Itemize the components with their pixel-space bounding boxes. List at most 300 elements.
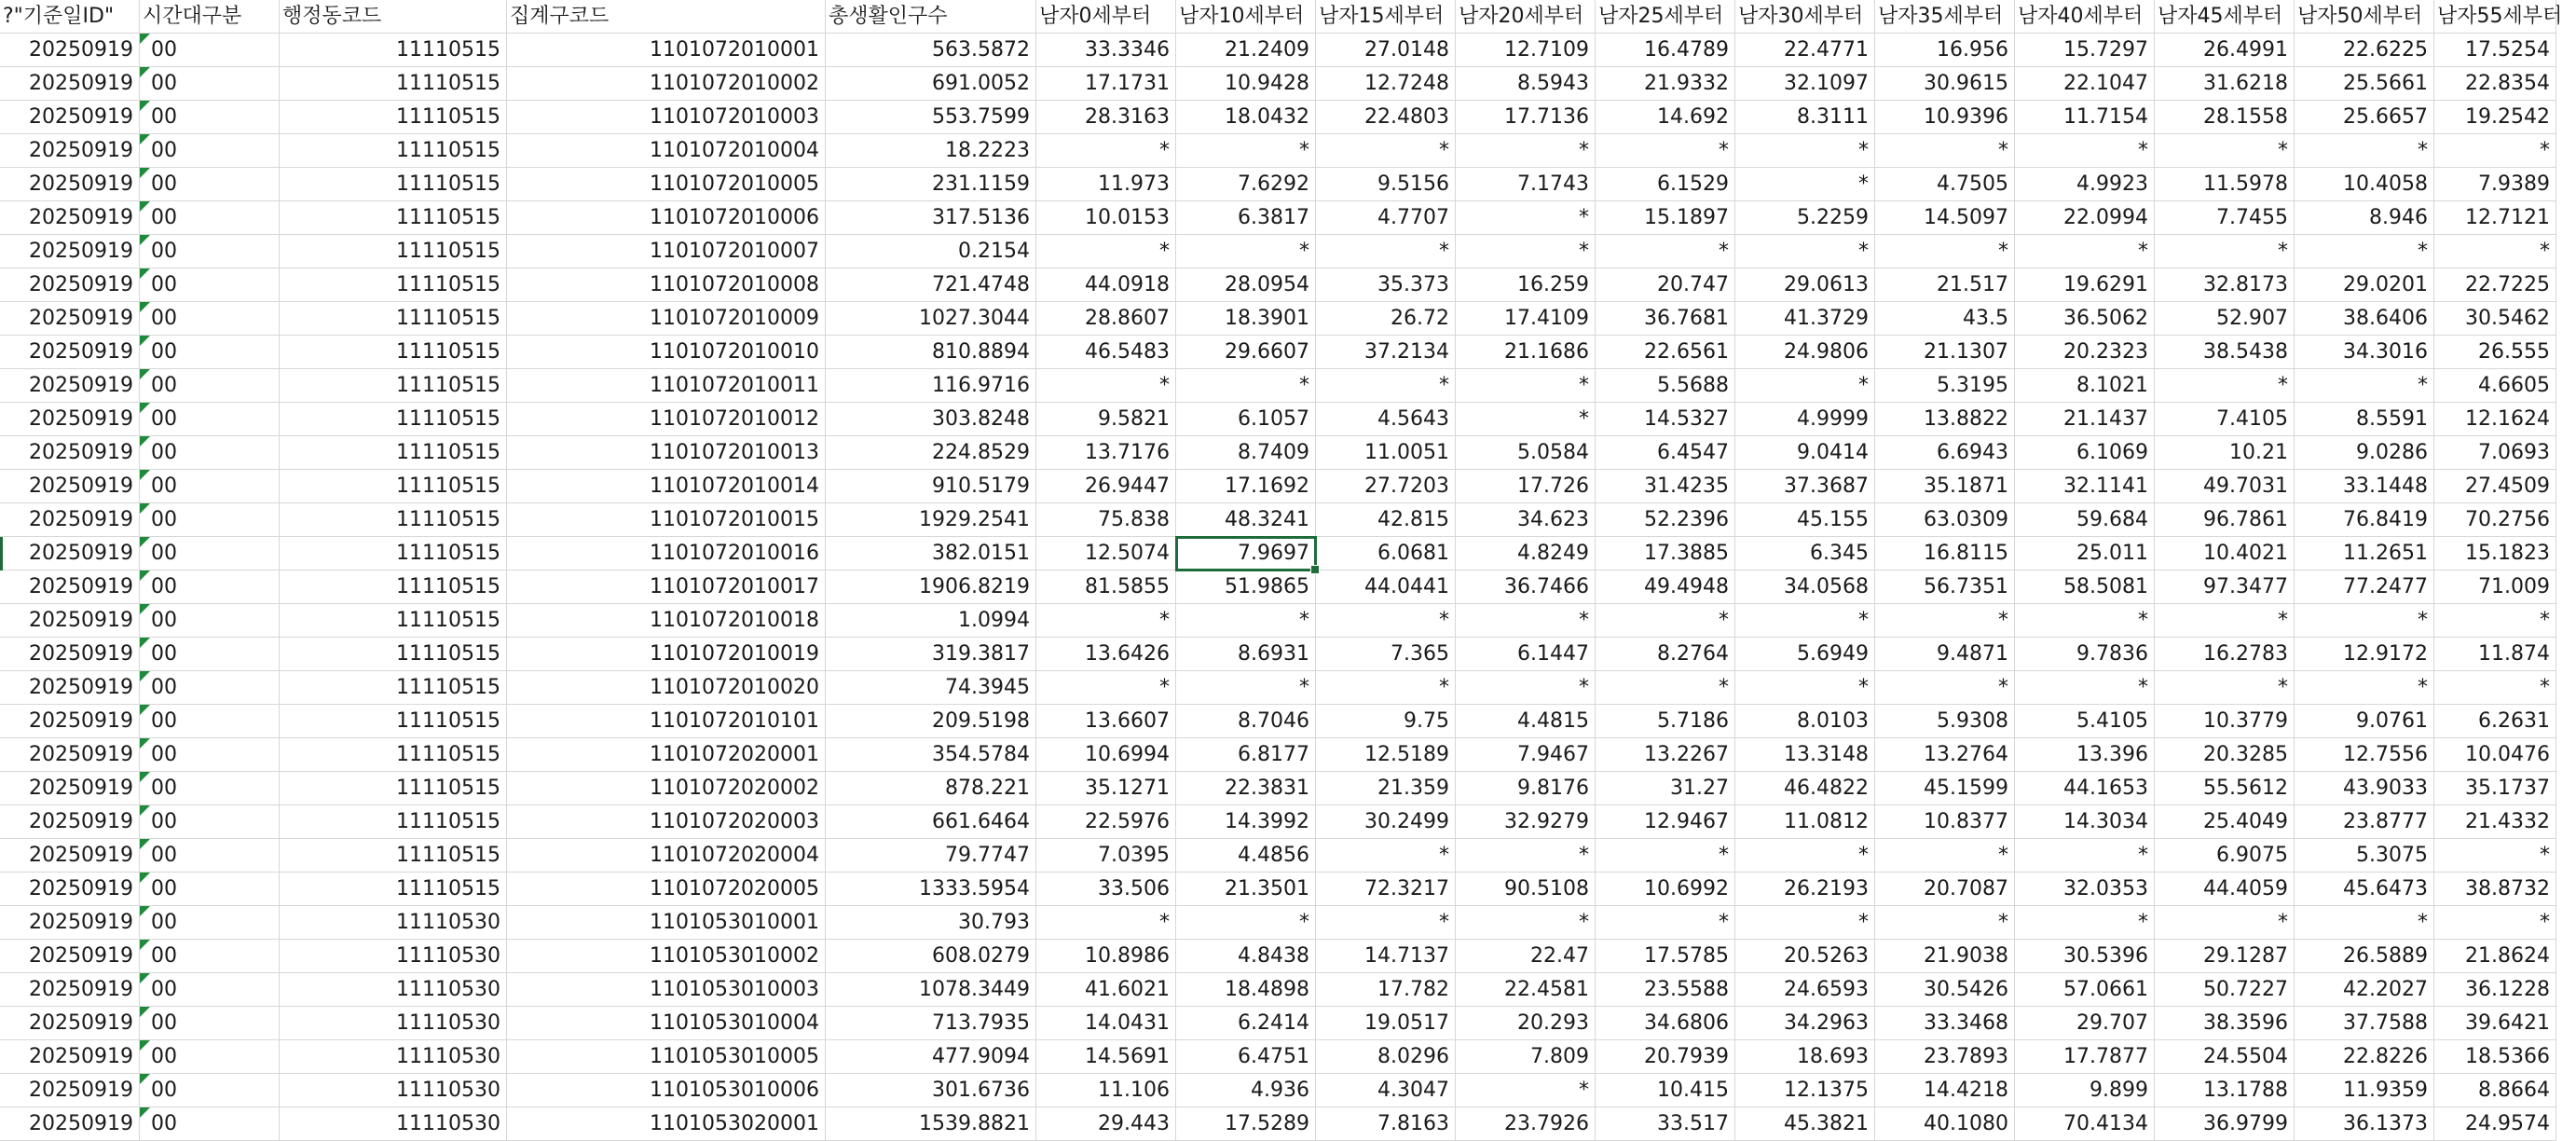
- table-cell[interactable]: 7.9389: [2434, 168, 2556, 201]
- table-cell[interactable]: 76.8419: [2295, 503, 2434, 537]
- number-as-text-warning-icon[interactable]: [140, 973, 150, 983]
- table-cell[interactable]: 00: [140, 906, 280, 940]
- table-cell[interactable]: 31.4235: [1596, 470, 1735, 503]
- table-cell[interactable]: 4.7505: [1875, 168, 2015, 201]
- table-cell[interactable]: 11110515: [280, 604, 507, 638]
- table-cell[interactable]: 22.8226: [2295, 1040, 2434, 1074]
- table-cell[interactable]: *: [1176, 134, 1316, 168]
- table-cell[interactable]: 7.7455: [2155, 201, 2295, 235]
- table-cell[interactable]: 5.6949: [1735, 638, 1875, 671]
- table-cell[interactable]: 9.0761: [2295, 705, 2434, 738]
- column-header[interactable]: 남자10세부터: [1176, 0, 1316, 34]
- table-cell[interactable]: *: [1036, 671, 1176, 705]
- number-as-text-warning-icon[interactable]: [140, 1107, 150, 1118]
- table-cell[interactable]: 51.9865: [1176, 570, 1316, 604]
- table-cell[interactable]: 49.7031: [2155, 470, 2295, 503]
- table-cell[interactable]: 21.359: [1316, 772, 1456, 805]
- table-cell[interactable]: 1027.3044: [826, 302, 1036, 336]
- column-header[interactable]: 남자55세부터: [2434, 0, 2556, 34]
- table-cell[interactable]: 00: [140, 168, 280, 201]
- table-cell[interactable]: 00: [140, 470, 280, 503]
- table-cell[interactable]: 00: [140, 604, 280, 638]
- table-cell[interactable]: *: [2295, 134, 2434, 168]
- table-cell[interactable]: *: [2155, 604, 2295, 638]
- table-cell[interactable]: 1101053010004: [507, 1007, 826, 1040]
- table-cell[interactable]: 661.6464: [826, 805, 1036, 839]
- table-cell[interactable]: 45.3821: [1735, 1107, 1875, 1141]
- number-as-text-warning-icon[interactable]: [140, 772, 150, 782]
- table-cell[interactable]: 1101072020004: [507, 839, 826, 873]
- table-cell[interactable]: 26.5889: [2295, 940, 2434, 973]
- table-cell[interactable]: 9.5156: [1316, 168, 1456, 201]
- table-cell[interactable]: 1101072010008: [507, 268, 826, 302]
- table-cell[interactable]: 11110515: [280, 638, 507, 671]
- table-cell[interactable]: 37.3687: [1735, 470, 1875, 503]
- table-cell[interactable]: 20250919: [0, 436, 140, 470]
- table-cell[interactable]: 59.684: [2015, 503, 2155, 537]
- table-cell[interactable]: 11110515: [280, 369, 507, 403]
- table-cell[interactable]: 20250919: [0, 134, 140, 168]
- table-cell[interactable]: 10.4058: [2295, 168, 2434, 201]
- table-cell[interactable]: *: [1875, 906, 2015, 940]
- table-cell[interactable]: 30.5462: [2434, 302, 2556, 336]
- table-cell[interactable]: 28.8607: [1036, 302, 1176, 336]
- table-cell[interactable]: 1101072010015: [507, 503, 826, 537]
- table-cell[interactable]: 24.6593: [1735, 973, 1875, 1007]
- table-cell[interactable]: 18.693: [1735, 1040, 1875, 1074]
- table-cell[interactable]: 1101072010018: [507, 604, 826, 638]
- table-cell[interactable]: 1101072010006: [507, 201, 826, 235]
- table-cell[interactable]: 11110515: [280, 101, 507, 134]
- table-cell[interactable]: 11110515: [280, 873, 507, 906]
- table-cell[interactable]: 11110515: [280, 201, 507, 235]
- table-cell[interactable]: 50.7227: [2155, 973, 2295, 1007]
- table-cell[interactable]: *: [1735, 168, 1875, 201]
- table-cell[interactable]: 31.6218: [2155, 67, 2295, 101]
- table-cell[interactable]: 8.8664: [2434, 1074, 2556, 1107]
- table-cell[interactable]: 74.3945: [826, 671, 1036, 705]
- number-as-text-warning-icon[interactable]: [140, 34, 150, 44]
- number-as-text-warning-icon[interactable]: [140, 604, 150, 614]
- table-cell[interactable]: 26.72: [1316, 302, 1456, 336]
- table-cell[interactable]: 24.9574: [2434, 1107, 2556, 1141]
- table-cell[interactable]: 22.4803: [1316, 101, 1456, 134]
- table-cell[interactable]: 45.155: [1735, 503, 1875, 537]
- table-cell[interactable]: 36.7681: [1596, 302, 1735, 336]
- table-cell[interactable]: 17.7136: [1456, 101, 1596, 134]
- table-cell[interactable]: 721.4748: [826, 268, 1036, 302]
- table-cell[interactable]: 32.9279: [1456, 805, 1596, 839]
- table-cell[interactable]: 1101072010019: [507, 638, 826, 671]
- table-cell[interactable]: 303.8248: [826, 403, 1036, 436]
- table-cell[interactable]: *: [2434, 604, 2556, 638]
- table-cell[interactable]: 20.7087: [1875, 873, 2015, 906]
- table-cell[interactable]: *: [2295, 671, 2434, 705]
- table-cell[interactable]: 20250919: [0, 235, 140, 268]
- table-cell[interactable]: 00: [140, 1074, 280, 1107]
- table-cell[interactable]: *: [1456, 839, 1596, 873]
- table-cell[interactable]: 1101072010017: [507, 570, 826, 604]
- table-cell[interactable]: 6.1529: [1596, 168, 1735, 201]
- table-cell[interactable]: 209.5198: [826, 705, 1036, 738]
- table-cell[interactable]: 42.2027: [2295, 973, 2434, 1007]
- table-cell[interactable]: 9.7836: [2015, 638, 2155, 671]
- table-cell[interactable]: 11110515: [280, 772, 507, 805]
- table-cell[interactable]: 20250919: [0, 403, 140, 436]
- table-cell[interactable]: 15.1897: [1596, 201, 1735, 235]
- table-cell[interactable]: 9.5821: [1036, 403, 1176, 436]
- table-cell[interactable]: 23.7893: [1875, 1040, 2015, 1074]
- table-cell[interactable]: 41.3729: [1735, 302, 1875, 336]
- table-cell[interactable]: 8.7046: [1176, 705, 1316, 738]
- table-cell[interactable]: 1101072010002: [507, 67, 826, 101]
- table-cell[interactable]: 11110530: [280, 906, 507, 940]
- table-cell[interactable]: 21.4332: [2434, 805, 2556, 839]
- table-cell[interactable]: 1101053010003: [507, 973, 826, 1007]
- table-cell[interactable]: 11110530: [280, 973, 507, 1007]
- column-header[interactable]: 남자35세부터: [1875, 0, 2015, 34]
- table-cell[interactable]: 32.1141: [2015, 470, 2155, 503]
- table-cell[interactable]: 1101072020003: [507, 805, 826, 839]
- table-cell[interactable]: 38.8732: [2434, 873, 2556, 906]
- table-cell[interactable]: 21.9332: [1596, 67, 1735, 101]
- number-as-text-warning-icon[interactable]: [140, 302, 150, 312]
- table-cell[interactable]: 29.1287: [2155, 940, 2295, 973]
- table-cell[interactable]: *: [1456, 201, 1596, 235]
- table-cell[interactable]: 36.7466: [1456, 570, 1596, 604]
- table-cell[interactable]: 20250919: [0, 34, 140, 67]
- table-cell[interactable]: 33.3346: [1036, 34, 1176, 67]
- table-cell[interactable]: 4.4815: [1456, 705, 1596, 738]
- table-cell[interactable]: 10.9396: [1875, 101, 2015, 134]
- table-cell[interactable]: 9.8176: [1456, 772, 1596, 805]
- table-cell[interactable]: 11110530: [280, 1074, 507, 1107]
- table-cell[interactable]: 27.0148: [1316, 34, 1456, 67]
- table-cell[interactable]: 20250919: [0, 604, 140, 638]
- table-cell[interactable]: 10.6992: [1596, 873, 1735, 906]
- table-cell[interactable]: 6.1447: [1456, 638, 1596, 671]
- table-cell[interactable]: *: [1875, 134, 2015, 168]
- table-cell[interactable]: 5.0584: [1456, 436, 1596, 470]
- table-cell[interactable]: 13.7176: [1036, 436, 1176, 470]
- table-cell[interactable]: 17.4109: [1456, 302, 1596, 336]
- table-cell[interactable]: 36.1228: [2434, 973, 2556, 1007]
- table-cell[interactable]: 6.3817: [1176, 201, 1316, 235]
- table-cell[interactable]: 6.4547: [1596, 436, 1735, 470]
- table-cell[interactable]: 17.782: [1316, 973, 1456, 1007]
- table-cell[interactable]: *: [2015, 235, 2155, 268]
- table-cell[interactable]: 44.0918: [1036, 268, 1176, 302]
- table-cell[interactable]: 22.5976: [1036, 805, 1176, 839]
- table-cell[interactable]: 7.0395: [1036, 839, 1176, 873]
- table-cell[interactable]: 00: [140, 369, 280, 403]
- table-cell[interactable]: 11110530: [280, 1107, 507, 1141]
- table-cell[interactable]: 70.2756: [2434, 503, 2556, 537]
- table-cell[interactable]: 21.9038: [1875, 940, 2015, 973]
- table-cell[interactable]: 11110515: [280, 470, 507, 503]
- number-as-text-warning-icon[interactable]: [140, 369, 150, 379]
- table-cell[interactable]: 4.8438: [1176, 940, 1316, 973]
- table-cell[interactable]: 7.4105: [2155, 403, 2295, 436]
- table-cell[interactable]: 17.7877: [2015, 1040, 2155, 1074]
- table-cell[interactable]: 43.5: [1875, 302, 2015, 336]
- table-cell[interactable]: 21.1437: [2015, 403, 2155, 436]
- table-cell[interactable]: 70.4134: [2015, 1107, 2155, 1141]
- number-as-text-warning-icon[interactable]: [140, 638, 150, 648]
- table-cell[interactable]: 97.3477: [2155, 570, 2295, 604]
- table-cell[interactable]: 1078.3449: [826, 973, 1036, 1007]
- table-cell[interactable]: 20250919: [0, 369, 140, 403]
- table-cell[interactable]: 20.7939: [1596, 1040, 1735, 1074]
- table-cell[interactable]: 37.2134: [1316, 336, 1456, 369]
- table-cell[interactable]: 7.365: [1316, 638, 1456, 671]
- column-header[interactable]: 남자45세부터: [2155, 0, 2295, 34]
- table-cell[interactable]: 1101053010001: [507, 906, 826, 940]
- table-cell[interactable]: 11110515: [280, 302, 507, 336]
- table-cell[interactable]: 35.1737: [2434, 772, 2556, 805]
- table-cell[interactable]: 35.1871: [1875, 470, 2015, 503]
- table-cell[interactable]: 7.6292: [1176, 168, 1316, 201]
- table-cell[interactable]: 20250919: [0, 1040, 140, 1074]
- table-cell[interactable]: 38.3596: [2155, 1007, 2295, 1040]
- table-cell[interactable]: *: [2155, 369, 2295, 403]
- table-cell[interactable]: *: [1036, 134, 1176, 168]
- table-cell[interactable]: *: [1456, 134, 1596, 168]
- table-cell[interactable]: 00: [140, 201, 280, 235]
- table-cell[interactable]: 10.6994: [1036, 738, 1176, 772]
- table-cell[interactable]: 11.973: [1036, 168, 1176, 201]
- table-cell[interactable]: 24.5504: [2155, 1040, 2295, 1074]
- table-cell[interactable]: 20250919: [0, 973, 140, 1007]
- table-cell[interactable]: 48.3241: [1176, 503, 1316, 537]
- table-cell[interactable]: 45.1599: [1875, 772, 2015, 805]
- table-cell[interactable]: 6.4751: [1176, 1040, 1316, 1074]
- table-cell[interactable]: 20250919: [0, 638, 140, 671]
- table-cell[interactable]: 25.5661: [2295, 67, 2434, 101]
- table-cell[interactable]: 12.5189: [1316, 738, 1456, 772]
- table-cell[interactable]: 10.9428: [1176, 67, 1316, 101]
- table-cell[interactable]: 11110515: [280, 738, 507, 772]
- table-cell[interactable]: 18.2223: [826, 134, 1036, 168]
- table-cell[interactable]: 45.6473: [2295, 873, 2434, 906]
- table-cell[interactable]: 33.506: [1036, 873, 1176, 906]
- table-cell[interactable]: 6.1069: [2015, 436, 2155, 470]
- column-header[interactable]: ?"기준일ID": [0, 0, 140, 34]
- table-cell[interactable]: *: [1456, 235, 1596, 268]
- table-cell[interactable]: 00: [140, 436, 280, 470]
- table-cell[interactable]: 1101072010009: [507, 302, 826, 336]
- table-cell[interactable]: 6.6943: [1875, 436, 2015, 470]
- table-cell[interactable]: 00: [140, 738, 280, 772]
- table-cell[interactable]: 00: [140, 772, 280, 805]
- table-cell[interactable]: 30.793: [826, 906, 1036, 940]
- table-cell[interactable]: 20250919: [0, 302, 140, 336]
- table-cell[interactable]: 96.7861: [2155, 503, 2295, 537]
- table-cell[interactable]: 23.8777: [2295, 805, 2434, 839]
- table-cell[interactable]: 36.1373: [2295, 1107, 2434, 1141]
- table-cell[interactable]: 10.3779: [2155, 705, 2295, 738]
- table-cell[interactable]: 20250919: [0, 671, 140, 705]
- table-cell[interactable]: 8.7409: [1176, 436, 1316, 470]
- table-cell[interactable]: 34.623: [1456, 503, 1596, 537]
- table-cell[interactable]: 1101072020002: [507, 772, 826, 805]
- table-cell[interactable]: 22.1047: [2015, 67, 2155, 101]
- table-cell[interactable]: *: [1735, 671, 1875, 705]
- table-cell[interactable]: *: [1036, 604, 1176, 638]
- table-cell[interactable]: *: [1036, 369, 1176, 403]
- table-cell[interactable]: 14.4218: [1875, 1074, 2015, 1107]
- table-cell[interactable]: 4.8249: [1456, 537, 1596, 570]
- table-cell[interactable]: 00: [140, 973, 280, 1007]
- table-cell[interactable]: *: [2295, 604, 2434, 638]
- table-cell[interactable]: 18.0432: [1176, 101, 1316, 134]
- table-cell[interactable]: 1539.8821: [826, 1107, 1036, 1141]
- table-cell[interactable]: 20250919: [0, 570, 140, 604]
- table-cell[interactable]: *: [1316, 369, 1456, 403]
- table-cell[interactable]: 18.3901: [1176, 302, 1316, 336]
- table-cell[interactable]: 10.415: [1596, 1074, 1735, 1107]
- number-as-text-warning-icon[interactable]: [140, 503, 150, 514]
- table-cell[interactable]: 29.443: [1036, 1107, 1176, 1141]
- table-cell[interactable]: 00: [140, 235, 280, 268]
- table-cell[interactable]: 1101072010011: [507, 369, 826, 403]
- table-cell[interactable]: 32.1097: [1735, 67, 1875, 101]
- table-cell[interactable]: 1929.2541: [826, 503, 1036, 537]
- table-cell[interactable]: 24.9806: [1735, 336, 1875, 369]
- table-cell[interactable]: 00: [140, 873, 280, 906]
- table-cell[interactable]: 34.2963: [1735, 1007, 1875, 1040]
- table-cell[interactable]: 4.7707: [1316, 201, 1456, 235]
- table-cell[interactable]: *: [1176, 671, 1316, 705]
- column-header[interactable]: 행정동코드: [280, 0, 507, 34]
- table-cell[interactable]: 17.5289: [1176, 1107, 1316, 1141]
- table-cell[interactable]: 63.0309: [1875, 503, 2015, 537]
- table-cell[interactable]: 29.0613: [1735, 268, 1875, 302]
- table-cell[interactable]: 25.011: [2015, 537, 2155, 570]
- table-cell[interactable]: 231.1159: [826, 168, 1036, 201]
- table-cell[interactable]: *: [2155, 134, 2295, 168]
- table-cell[interactable]: *: [2015, 906, 2155, 940]
- table-cell[interactable]: 713.7935: [826, 1007, 1036, 1040]
- number-as-text-warning-icon[interactable]: [140, 403, 150, 413]
- table-cell[interactable]: 7.9467: [1456, 738, 1596, 772]
- table-cell[interactable]: 29.6607: [1176, 336, 1316, 369]
- table-cell[interactable]: 1101053010005: [507, 1040, 826, 1074]
- table-cell[interactable]: 10.0153: [1036, 201, 1176, 235]
- table-cell[interactable]: *: [1316, 604, 1456, 638]
- column-header[interactable]: 남자25세부터: [1596, 0, 1735, 34]
- table-cell[interactable]: 1.0994: [826, 604, 1036, 638]
- table-cell[interactable]: 28.0954: [1176, 268, 1316, 302]
- table-cell[interactable]: 11110515: [280, 805, 507, 839]
- table-cell[interactable]: *: [1735, 235, 1875, 268]
- table-cell[interactable]: *: [2434, 235, 2556, 268]
- number-as-text-warning-icon[interactable]: [140, 436, 150, 447]
- number-as-text-warning-icon[interactable]: [140, 1007, 150, 1017]
- table-cell[interactable]: 13.8822: [1875, 403, 2015, 436]
- table-cell[interactable]: 21.2409: [1176, 34, 1316, 67]
- table-cell[interactable]: 44.1653: [2015, 772, 2155, 805]
- table-cell[interactable]: 20250919: [0, 470, 140, 503]
- column-header[interactable]: 남자30세부터: [1735, 0, 1875, 34]
- table-cell[interactable]: 5.3195: [1875, 369, 2015, 403]
- table-cell[interactable]: 11110515: [280, 336, 507, 369]
- table-cell[interactable]: *: [1316, 906, 1456, 940]
- table-cell[interactable]: 30.5426: [1875, 973, 2015, 1007]
- table-cell[interactable]: 9.4871: [1875, 638, 2015, 671]
- table-cell[interactable]: 16.2783: [2155, 638, 2295, 671]
- table-cell[interactable]: 00: [140, 403, 280, 436]
- table-cell[interactable]: 39.6421: [2434, 1007, 2556, 1040]
- table-cell[interactable]: *: [2015, 839, 2155, 873]
- table-cell[interactable]: 20250919: [0, 873, 140, 906]
- table-cell[interactable]: 910.5179: [826, 470, 1036, 503]
- table-cell[interactable]: 11.0051: [1316, 436, 1456, 470]
- table-cell[interactable]: 5.4105: [2015, 705, 2155, 738]
- table-cell[interactable]: 41.6021: [1036, 973, 1176, 1007]
- table-cell[interactable]: 11.9359: [2295, 1074, 2434, 1107]
- table-cell[interactable]: 8.3111: [1735, 101, 1875, 134]
- table-cell[interactable]: 12.7248: [1316, 67, 1456, 101]
- table-cell[interactable]: 38.6406: [2295, 302, 2434, 336]
- table-cell[interactable]: 1101053020001: [507, 1107, 826, 1141]
- table-cell[interactable]: 11110515: [280, 671, 507, 705]
- table-cell[interactable]: 11110515: [280, 134, 507, 168]
- table-cell[interactable]: 6.9075: [2155, 839, 2295, 873]
- column-header[interactable]: 남자15세부터: [1316, 0, 1456, 34]
- table-cell[interactable]: 9.899: [2015, 1074, 2155, 1107]
- table-cell[interactable]: *: [2434, 671, 2556, 705]
- table-cell[interactable]: *: [1735, 839, 1875, 873]
- table-cell[interactable]: 11110530: [280, 940, 507, 973]
- table-cell[interactable]: 22.3831: [1176, 772, 1316, 805]
- table-cell[interactable]: 20250919: [0, 839, 140, 873]
- table-cell[interactable]: *: [1036, 235, 1176, 268]
- table-cell[interactable]: 26.555: [2434, 336, 2556, 369]
- table-cell[interactable]: 57.0661: [2015, 973, 2155, 1007]
- table-cell[interactable]: 21.1686: [1456, 336, 1596, 369]
- table-cell[interactable]: 00: [140, 1007, 280, 1040]
- table-cell[interactable]: 31.27: [1596, 772, 1735, 805]
- table-cell[interactable]: 00: [140, 336, 280, 369]
- table-cell[interactable]: 26.9447: [1036, 470, 1176, 503]
- table-cell[interactable]: 14.3034: [2015, 805, 2155, 839]
- table-cell[interactable]: 34.3016: [2295, 336, 2434, 369]
- column-header[interactable]: 남자40세부터: [2015, 0, 2155, 34]
- table-cell[interactable]: 20.5263: [1735, 940, 1875, 973]
- table-cell[interactable]: 608.0279: [826, 940, 1036, 973]
- table-cell[interactable]: *: [1596, 906, 1735, 940]
- table-cell[interactable]: 11.2651: [2295, 537, 2434, 570]
- table-cell[interactable]: 32.0353: [2015, 873, 2155, 906]
- table-cell[interactable]: 1101072010013: [507, 436, 826, 470]
- table-cell[interactable]: 15.7297: [2015, 34, 2155, 67]
- number-as-text-warning-icon[interactable]: [140, 201, 150, 212]
- table-cell[interactable]: 00: [140, 805, 280, 839]
- table-cell[interactable]: 00: [140, 34, 280, 67]
- number-as-text-warning-icon[interactable]: [140, 268, 150, 279]
- table-cell[interactable]: 11110515: [280, 436, 507, 470]
- table-cell[interactable]: 12.7109: [1456, 34, 1596, 67]
- table-cell[interactable]: 691.0052: [826, 67, 1036, 101]
- table-cell[interactable]: *: [1456, 604, 1596, 638]
- table-cell[interactable]: 8.946: [2295, 201, 2434, 235]
- table-cell[interactable]: 1101053010006: [507, 1074, 826, 1107]
- table-cell[interactable]: 33.517: [1596, 1107, 1735, 1141]
- table-cell[interactable]: 20.747: [1596, 268, 1735, 302]
- table-cell[interactable]: 20250919: [0, 1074, 140, 1107]
- table-cell[interactable]: *: [1316, 235, 1456, 268]
